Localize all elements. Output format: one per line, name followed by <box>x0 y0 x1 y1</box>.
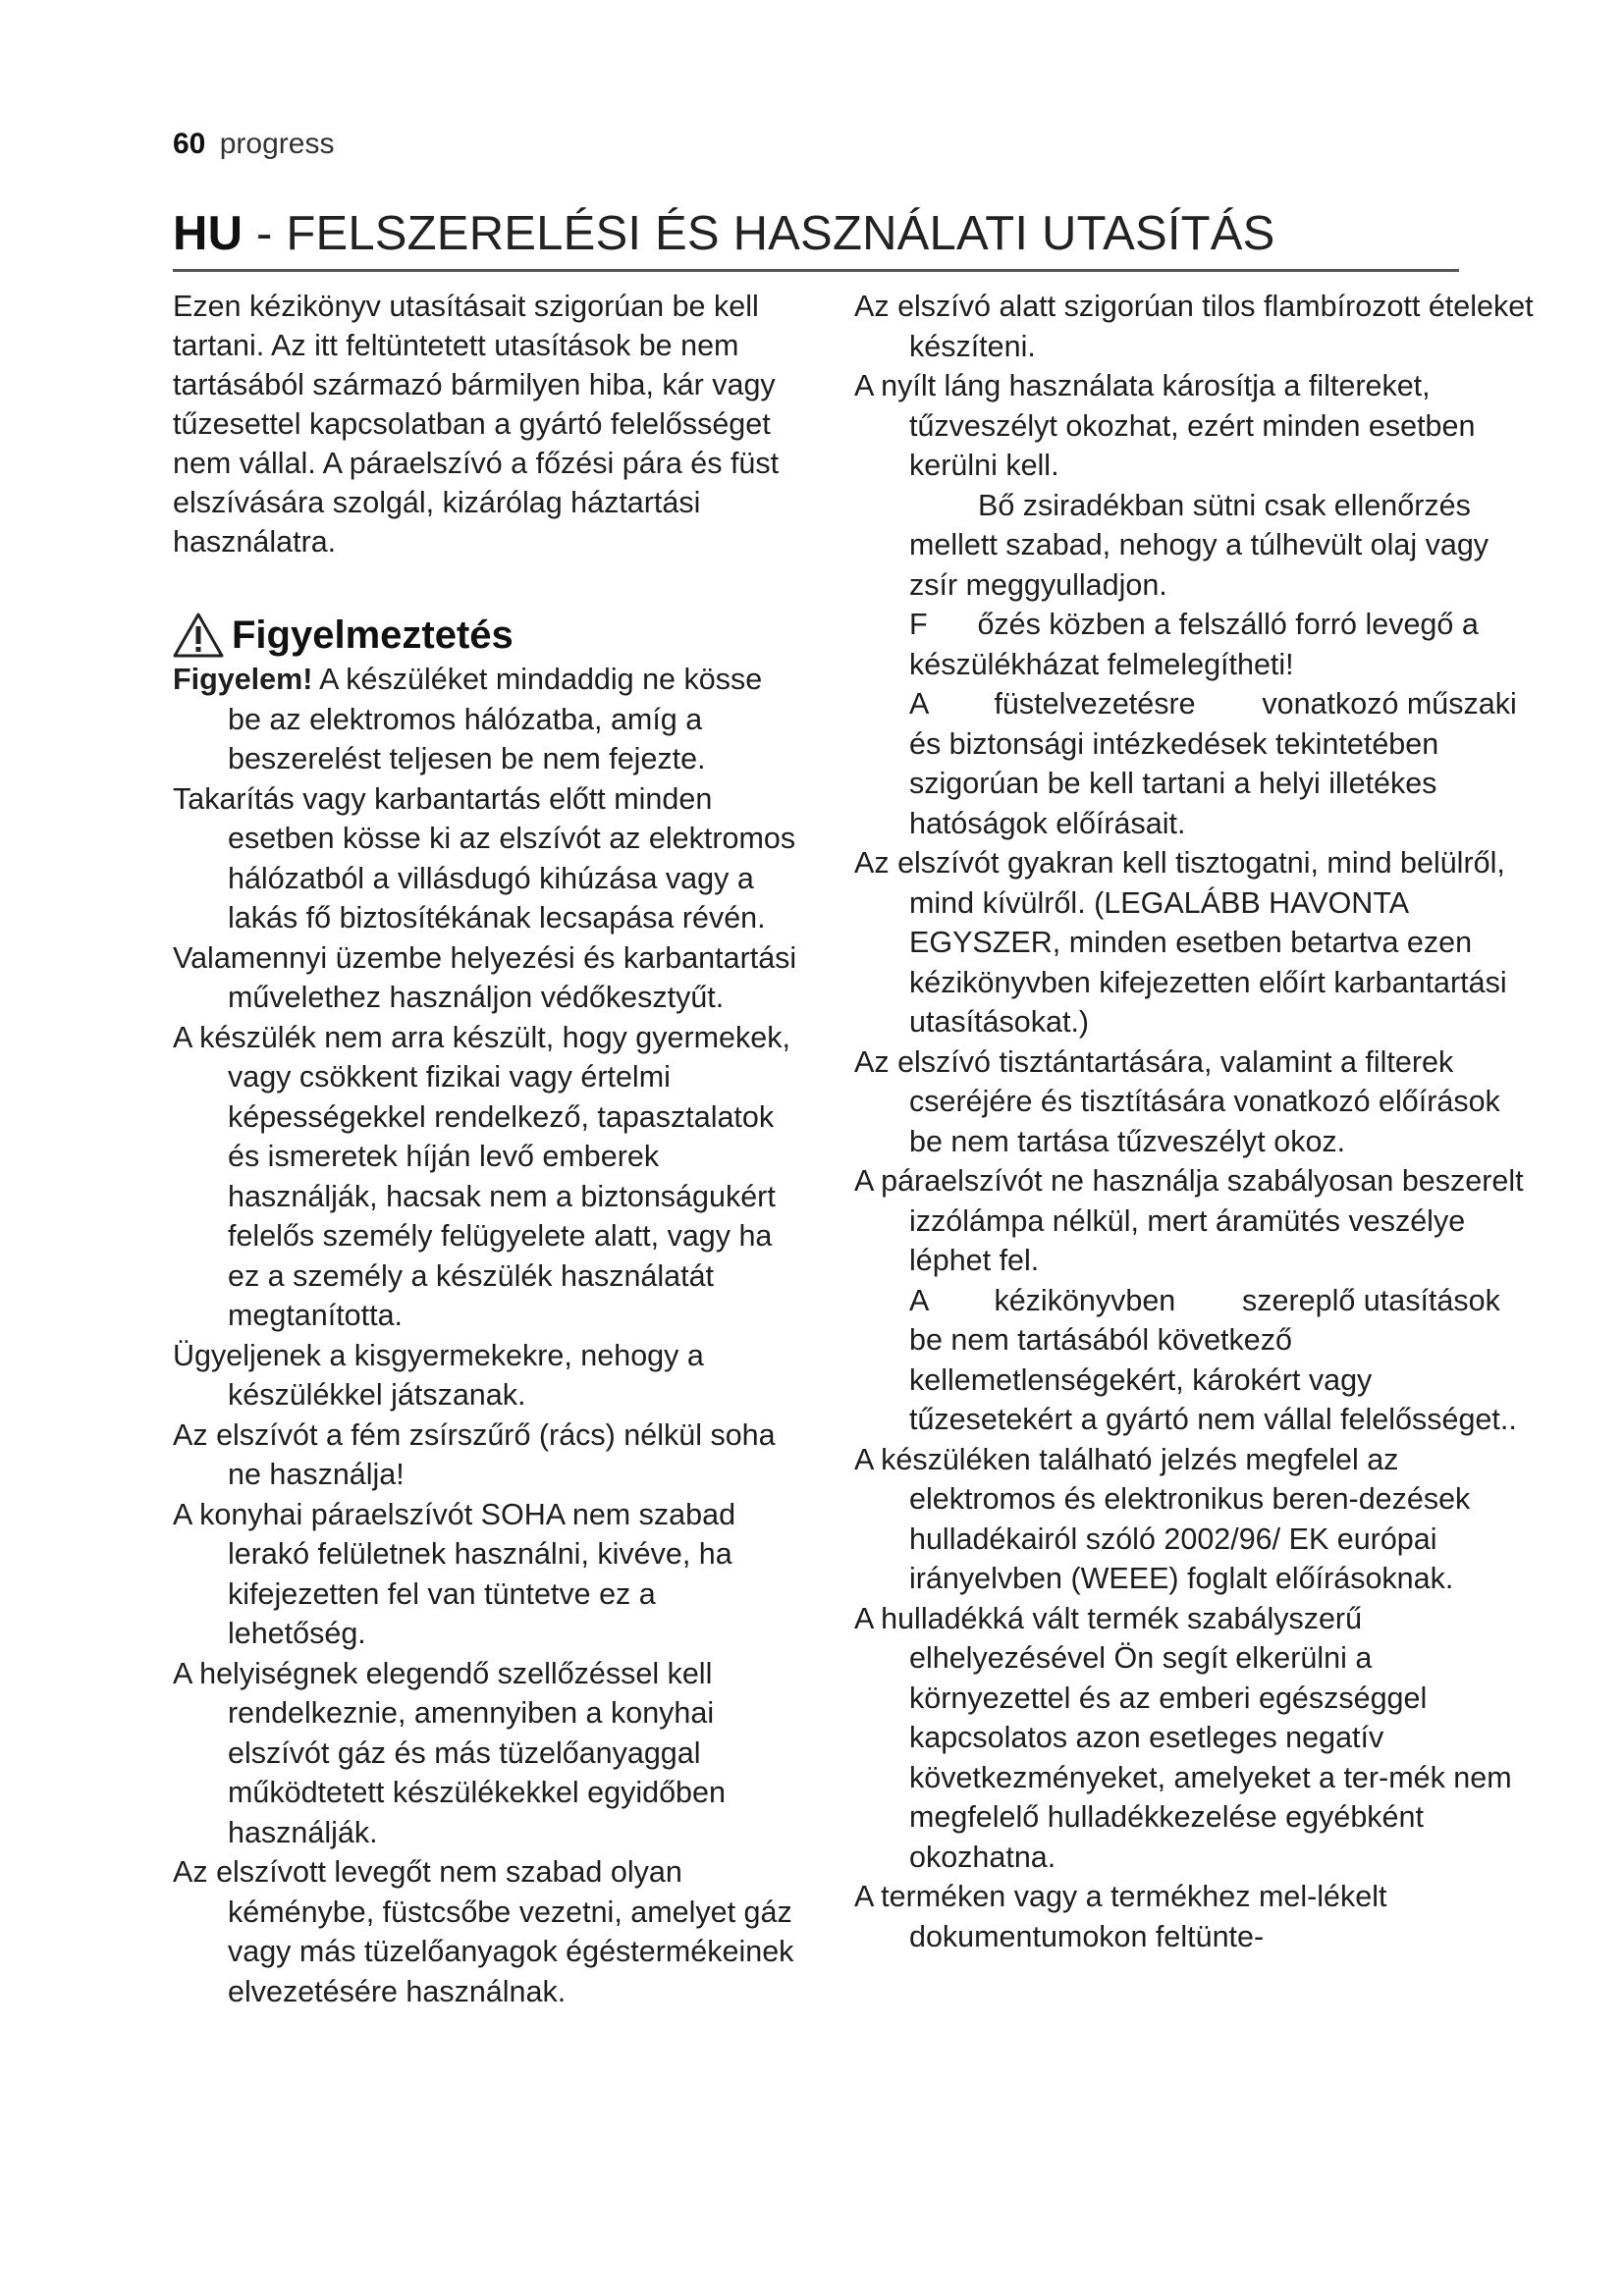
brand-name: progress <box>219 128 335 160</box>
list-item: Az elszívott levegőt nem szabad olyan kéménybe, füstcsőbe vezetni, amelyet gáz vagy más tüzelőanyagok égéstermékeinek elvezetésére használnak. <box>173 1855 794 2008</box>
list-item: A páraelszívót ne használja szabályosan beszerelt izzólámpa nélkül, mert áramütés veszélye léphet fel. <box>854 1164 1524 1277</box>
list-item: A terméken vagy a termékhez mel-lékelt dokumentumokon feltünte- <box>854 1880 1387 1953</box>
continuation-paragraph: A füstelvezetésre vonatkozó műszaki és biztonsági intézkedések tekintetében szigorúan be kell tartani a helyi illetékes hatóságok előírásait. <box>909 687 1526 840</box>
list-item: Az elszívót a fém zsírszűrő (rács) nélkül soha ne használja! <box>173 1417 776 1491</box>
list-item: Az elszívó tisztántartására, valamint a filterek cseréjére és tisztítására vonatkozó előírások be nem tartása tűzveszélyt okoz. <box>854 1044 1500 1158</box>
page-number: 60 <box>173 128 206 160</box>
list-item: A helyiségnek elegendő szellőzéssel kell rendelkeznie, amennyiben a konyhai elszívót gáz és más tüzelőanyaggal működtetett készülékekkel egyidőben használják. <box>173 1656 726 1849</box>
attention-label: Figyelem! <box>173 663 313 696</box>
intro-paragraph: Ezen kézikönyv utasításait szigorúan be kell tartani. Az itt feltüntetett utasítások be nem tartásából származó bármilyen hiba, kár vagy tűzesettel kapcsolatban a gyártó felelősséget nem vállal. A páraelszívó a főzési pára és füst elszívására szolgál, kizárólag háztartási használatra. <box>173 290 780 559</box>
title-text: - FELSZERELÉSI ÉS HASZNÁLATI UTASÍTÁS <box>243 207 1275 260</box>
list-item: A konyhai páraelszívót SOHA nem szabad lerakó felületnek használni, kivéve, ha kifejezetten fel van tüntetve ez a lehetőség. <box>173 1497 736 1650</box>
list-item: Az elszívót gyakran kell tisztogatni, mind belülről, mind kívülről. (LEGALÁBB HAVONTA EGYSZER, minden esetben betartva ezen kézikönyvben kifejezetten előírt karbantartási utasításokat.) <box>854 846 1507 1039</box>
list-item: A készülék nem arra készült, hogy gyermekek, vagy csökkent fizikai vagy értelmi képességekkel rendelkező, tapasztalatok és ismeretek híján levő emberek használják, hacsak nem a biztonságukért felelős személy felügyelete alatt, vagy ha ez a személy a készülék használatát megtanította. <box>173 1020 790 1332</box>
continuation-paragraph: Bő zsiradékban sütni csak ellenőrzés mellett szabad, nehogy a túlhevült olaj vagy zsír meggyulladjon. <box>909 488 1489 602</box>
list-item: A készüléken található jelzés megfelel az elektromos és elektronikus beren-dezések hulladékairól szóló 2002/96/ EK európai irányelvben (WEEE) foglalt előírásoknak. <box>854 1442 1471 1595</box>
continuation-paragraph: A kézikönyvben szereplő utasítások be nem tartásából következő kellemetlenségekért, károkért vagy tűzesetekért a gyártó nem vállal felelősséget.. <box>909 1283 1517 1436</box>
list-item: A nyílt láng használata károsítja a filtereket, tűzveszélyt okozhat, ezért minden esetben kerülni kell. <box>854 369 1476 482</box>
warning-section <box>173 611 801 2011</box>
warning-triangle-icon <box>173 612 224 659</box>
list-item: Takarítás vagy karbantartás előtt minden esetben kösse ki az elszívót az elektromos hálózatból a villásdugó kihúzása vagy a lakás fő biztosítékának lecsapása révén. <box>173 781 796 934</box>
right-column <box>854 287 1542 1956</box>
warning-title: Figyelmeztetés <box>232 613 514 657</box>
list-item: A hulladékká vált termék szabályszerű elhelyezésével Ön segít elkerülni a környezettel és az emberi egészséggel kapcsolatos azon esetleges negatív következményeket, amelyeket a ter-mék nem megfelelő hulladékkezelése egyébként okozhatna. <box>854 1601 1512 1874</box>
list-item <box>173 660 801 779</box>
attention-text: A készüléket mindaddig ne kösse be az elektromos hálózatba, amíg a beszerelést teljesen be nem fejezte. <box>228 663 763 775</box>
page-header <box>173 128 334 161</box>
list-item: Valamennyi üzembe helyezési és karbantartási művelethez használjon védőkesztyűt. <box>173 940 797 1014</box>
warning-heading <box>173 611 801 660</box>
left-column <box>173 287 801 2011</box>
list-item: Az elszívó alatt szigorúan tilos flambírozott ételeket készíteni. <box>854 290 1534 363</box>
page-title <box>173 206 1275 261</box>
continuation-paragraph: F őzés közben a felszálló forró levegő a készülékházat felmelegítheti! <box>909 608 1488 681</box>
title-language-code: HU <box>173 207 244 260</box>
list-item: Ügyeljenek a kisgyermekekre, nehogy a készülékkel játszanak. <box>173 1338 704 1412</box>
title-divider <box>173 269 1459 272</box>
